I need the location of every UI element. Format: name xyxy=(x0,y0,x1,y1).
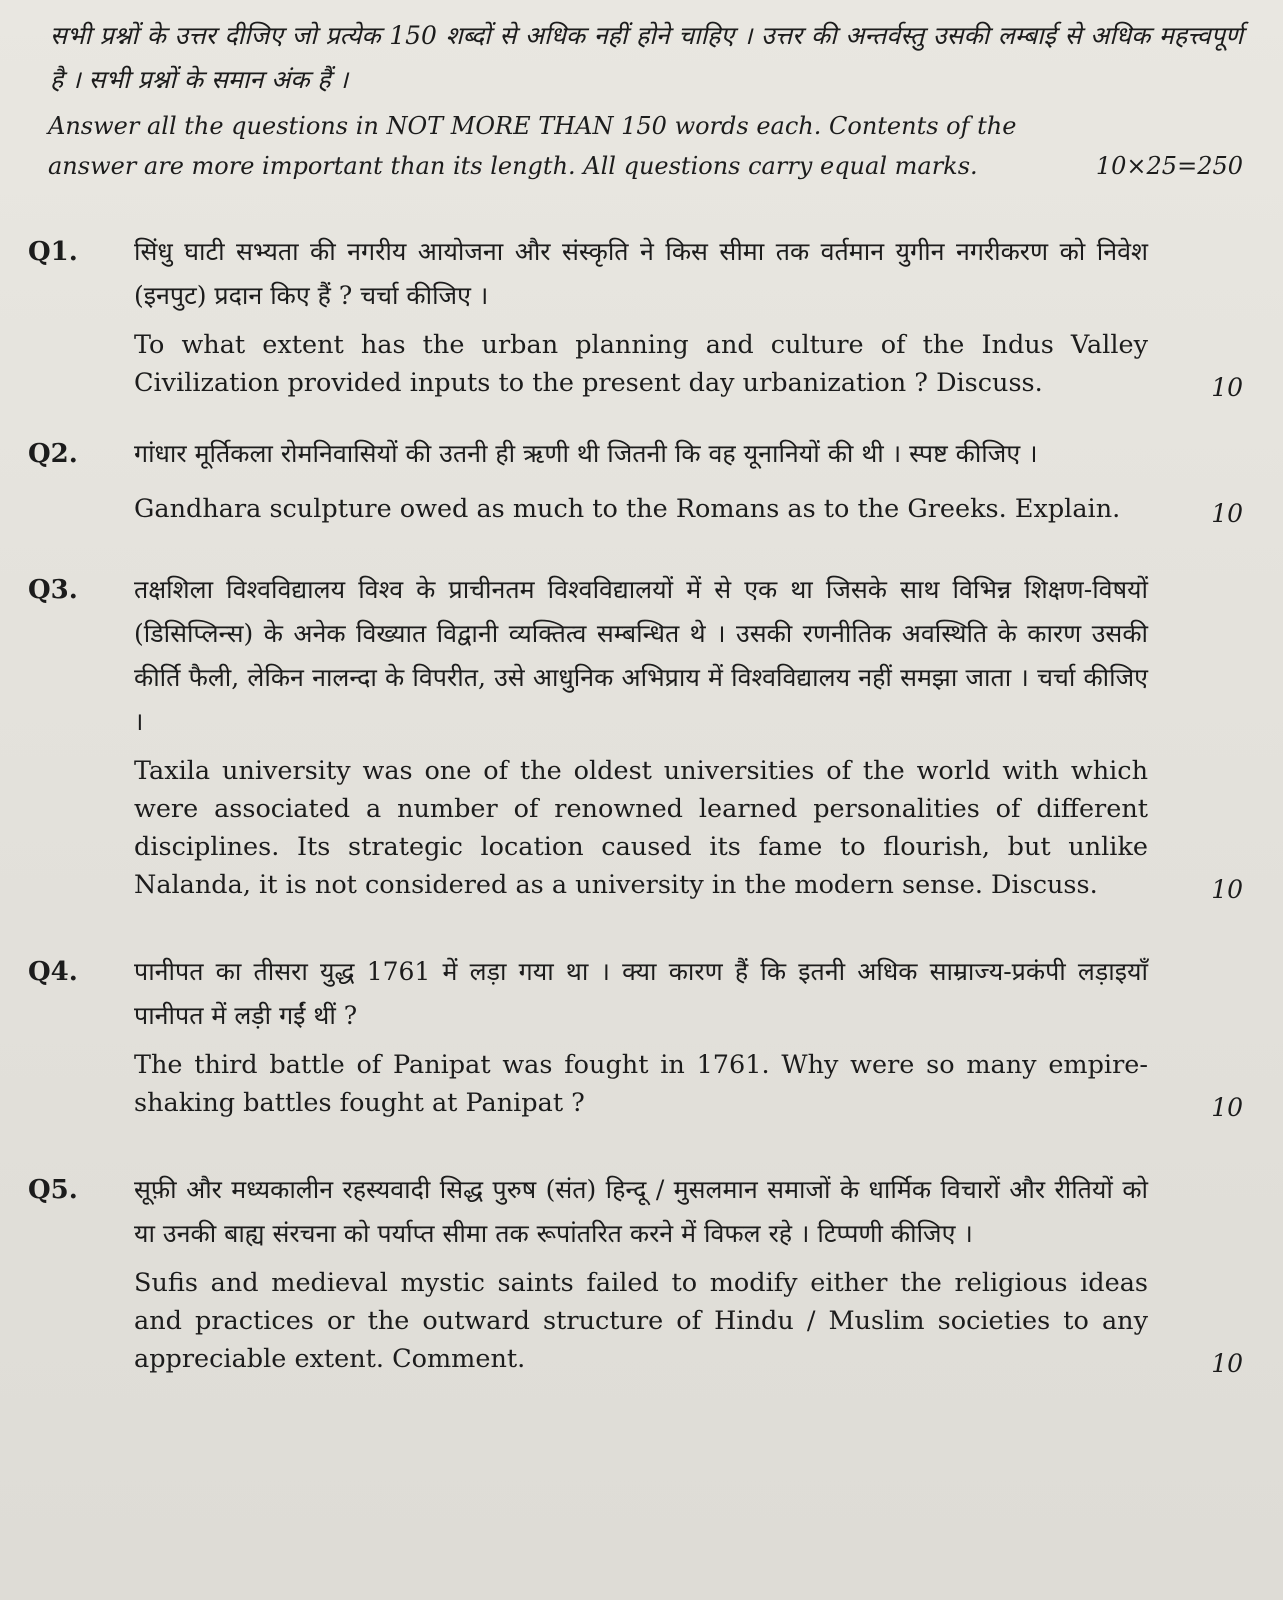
question-text-english: Gandhara sculpture owed as much to the Romans as to the Greeks. Explain. xyxy=(134,494,1121,524)
question-marks: 10 xyxy=(1211,373,1243,402)
question-text-hindi: तक्षशिला विश्वविद्यालय विश्व के प्राचीनतम विश्वविद्यालयों में से एक था जिसके साथ विभिन्न शिक्षण-विषयों (डिसिप्लिन्स) के अनेक विख्यात विद्वानी व्यक्तित्व सम्बन्धित थे । उसकी रणनीतिक अवस्थिति के कारण उसकी कीर्ति फैली, लेकिन नालन्दा के विपरीत, उसे आधुनिक अभिप्राय में विश्वविद्यालय नहीं समझा जाता । चर्चा कीजिए । xyxy=(134,575,1148,736)
question-text-english: Taxila university was one of the oldest universities of the world with which were associated a number of renowned learned personalities of different disciplines. Its strategic location caused its fame to flourish, but unlike Nalanda, it is not considered as a university in the modern sense. Discuss. xyxy=(134,756,1148,900)
question-number: Q1. xyxy=(28,237,78,267)
question-number: Q4. xyxy=(28,957,78,987)
question-number: Q5. xyxy=(28,1175,78,1205)
total-marks: 10×25=250 xyxy=(1095,152,1243,180)
question-marks: 10 xyxy=(1211,1093,1243,1122)
question-3 xyxy=(28,568,1243,904)
instructions-english: Answer all the questions in NOT MORE THAN 150 words each. Contents of the answer are more important than its length. All questions carry equal marks. xyxy=(48,112,1017,180)
question-1 xyxy=(28,230,1243,402)
question-text-hindi: गांधार मूर्तिकला रोमनिवासियों की उतनी ही ऋणी थी जितनी कि वह यूनानियों की थी । स्पष्ट कीजिए । xyxy=(134,439,1038,468)
question-2 xyxy=(28,432,1243,528)
question-4 xyxy=(28,950,1243,1122)
question-text-english: Sufis and medieval mystic saints failed to modify either the religious ideas and practices or the outward structure of Hindu / Muslim societies to any appreciable extent. Comment. xyxy=(134,1268,1148,1374)
instructions-hindi: सभी प्रश्नों के उत्तर दीजिए जो प्रत्येक 150 शब्दों से अधिक नहीं होने चाहिए । उत्तर की अन्तर्वस्तु उसकी लम्बाई से अधिक महत्त्वपूर्ण है । सभी प्रश्नों के समान अंक हैं । xyxy=(50,21,1243,94)
question-number: Q2. xyxy=(28,439,78,469)
question-text-english: To what extent has the urban planning and culture of the Indus Valley Civilization provided inputs to the present day urbanization ? Discuss. xyxy=(134,330,1148,398)
question-marks: 10 xyxy=(1211,875,1243,904)
instructions-english-block xyxy=(48,106,1243,186)
question-text-english: The third battle of Panipat was fought in 1761. Why were so many empire-shaking battles fought at Panipat ? xyxy=(134,1050,1148,1118)
question-marks: 10 xyxy=(1211,499,1243,528)
question-number: Q3. xyxy=(28,575,78,605)
question-marks: 10 xyxy=(1211,1349,1243,1378)
question-text-hindi: सिंधु घाटी सभ्यता की नगरीय आयोजना और संस्कृति ने किस सीमा तक वर्तमान युगीन नगरीकरण को निवेश (इनपुट) प्रदान किए हैं ? चर्चा कीजिए । xyxy=(134,237,1148,310)
question-5 xyxy=(28,1168,1243,1378)
question-text-hindi: सूफ़ी और मध्यकालीन रहस्यवादी सिद्ध पुरुष (संत) हिन्दू / मुसलमान समाजों के धार्मिक विचारों और रीतियों को या उनकी बाह्य संरचना को पर्याप्त सीमा तक रूपांतरित करने में विफल रहे । टिप्पणी कीजिए । xyxy=(134,1175,1148,1248)
question-text-hindi: पानीपत का तीसरा युद्ध 1761 में लड़ा गया था । क्या कारण हैं कि इतनी अधिक साम्राज्य-प्रकंपी लड़ाइयाँ पानीपत में लड़ी गईं थीं ? xyxy=(134,957,1148,1030)
